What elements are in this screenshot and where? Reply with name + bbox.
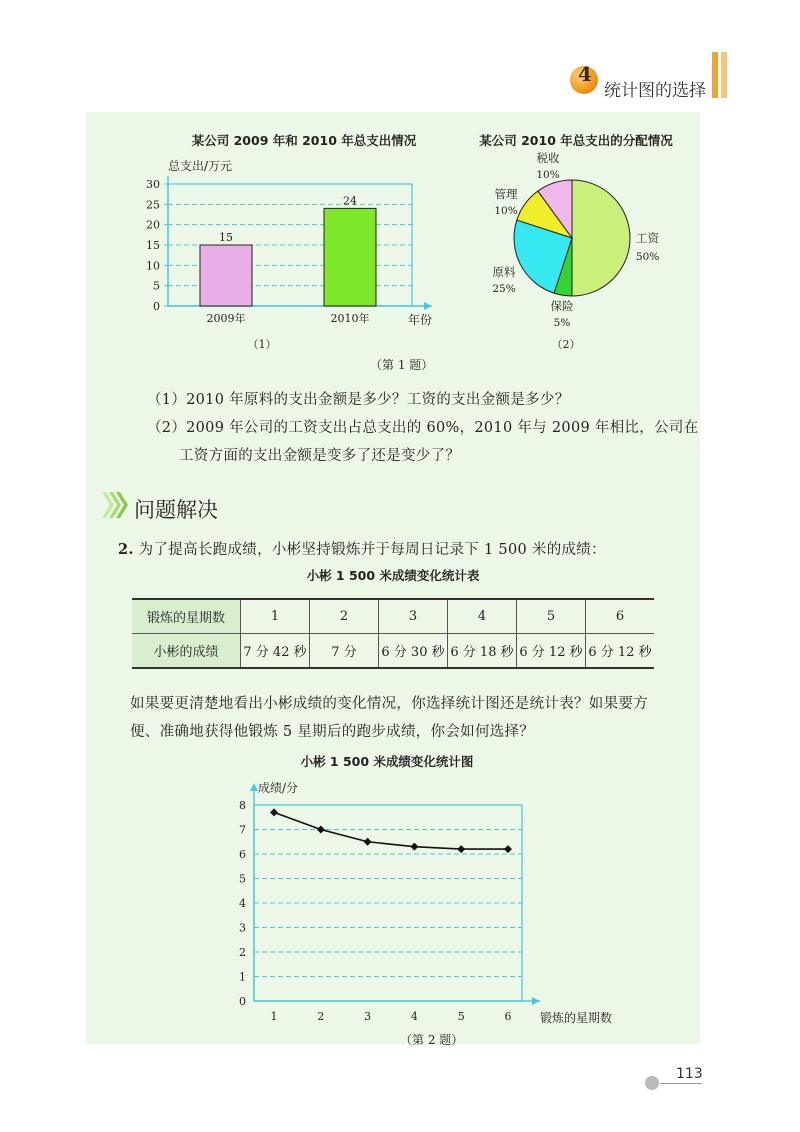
y-tick-label: 10 [146,259,160,273]
y-tick-label: 15 [146,239,160,252]
pie-chart-title: 某公司 2010 年总支出的分配情况 [479,133,673,148]
figure1-caption: （第 1 题） [370,358,434,372]
question-1: （1）2010 年原料的支出金额是多少？工资的支出金额是多少？ [147,392,570,408]
slice-percent-label: 10% [494,205,518,217]
table-row-header: 小彬的成绩 [132,634,241,669]
x-tick-label: 2009年 [206,312,246,325]
table-cell: 6 [586,599,655,634]
slice-label: 工资 [636,231,659,245]
bar-chart-title: 某公司 2009 年和 2010 年总支出情况 [191,133,417,148]
x-tick-label: 2 [317,1010,325,1023]
slice-label: 管理 [494,187,518,201]
table-row [132,634,654,669]
bar-chart-xlabel: 年份 [408,313,433,327]
table-cell: 2 [310,599,379,634]
figure2-caption: （第 2 题） [400,1033,464,1047]
question-2-line1: （2）2009 年公司的工资支出占总支出的 60%，2010 年与 2009 年相比，公司在 [147,420,699,436]
bar-chart-caption: （1） [247,338,277,351]
y-tick-label: 5 [239,872,246,886]
problem-2-text: 为了提高长跑成绩，小彬坚持锻炼并于每周日记录下 1 500 米的成绩： [138,542,606,558]
paragraph-line1: 如果要更清楚地看出小彬成绩的变化情况，你选择统计图还是统计表？如果要方 [130,696,648,712]
x-axis-arrow-icon [532,997,540,1005]
chapter-number: 4 [578,62,592,86]
data-point [364,838,372,846]
y-tick-label: 25 [146,198,160,212]
slice-label: 原料 [492,265,516,279]
bar-value-label: 24 [343,194,357,208]
table-row [132,599,654,634]
y-axis-arrow-icon [250,783,258,791]
y-tick-label: 8 [239,799,246,812]
table-cell: 3 [379,599,448,634]
chapter-title: 统计图的选择 [604,81,706,101]
table-cell: 5 [517,599,586,634]
slice-label: 税收 [536,151,560,165]
y-tick-label: 5 [153,279,160,293]
pie-chart [470,126,700,356]
bar-value-label: 15 [219,231,233,244]
pie-chart-caption: （2） [551,338,581,351]
table-cell: 6 分 18 秒 [448,634,517,669]
x-tick-label: 2010年 [330,312,370,325]
x-tick-label: 3 [364,1010,372,1023]
line-chart-title: 小彬 1 500 米成绩变化统计图 [300,754,474,769]
x-axis-arrow-icon [424,302,432,310]
page-rule [660,1083,702,1084]
question-2-line2: 工资方面的支出金额是变多了还是变少了？ [179,448,461,464]
slice-percent-label: 50% [636,251,660,263]
y-tick-label: 7 [239,823,246,837]
y-tick-label: 0 [153,300,160,313]
data-point [504,845,512,853]
score-table [132,598,654,669]
y-tick-label: 30 [146,178,160,191]
line-chart [220,750,640,1030]
header-decor-bar-light [721,52,727,98]
y-tick-label: 4 [239,897,246,910]
y-tick-label: 2 [239,946,246,959]
data-point [270,808,278,816]
section-title: 问题解决 [134,498,218,522]
table-title: 小彬 1 500 米成绩变化统计表 [306,568,480,583]
x-tick-label: 6 [504,1010,512,1023]
table-row-header: 锻炼的星期数 [132,599,241,634]
y-tick-label: 3 [239,921,246,935]
table-cell: 6 分 12 秒 [586,634,655,669]
table-cell: 1 [241,599,310,634]
problem-2-intro [118,538,606,559]
y-tick-label: 0 [239,995,246,1008]
page-dot-icon [645,1076,659,1090]
table-cell: 6 分 12 秒 [517,634,586,669]
chevron-arrows-icon [100,490,132,520]
line-chart-xlabel: 锻炼的星期数 [540,1011,613,1025]
slice-label: 保险 [550,299,574,313]
table-cell: 4 [448,599,517,634]
series-line [274,812,508,849]
y-tick-label: 20 [146,218,160,232]
x-tick-label: 5 [457,1010,465,1023]
bar-chart [140,126,450,356]
pie-slice [572,180,630,296]
bar [200,245,252,306]
chapter-header [570,62,710,102]
table-cell: 6 分 30 秒 [379,634,448,669]
y-tick-label: 1 [239,970,246,984]
paragraph-line2: 便、准确地获得他锻炼 5 星期后的跑步成绩，你会如何选择？ [130,724,535,740]
data-point [457,845,465,853]
header-decor-bar [712,52,718,98]
x-tick-label: 1 [270,1010,278,1023]
bar [324,208,376,306]
problem-number: 2. [118,541,134,558]
slice-percent-label: 5% [553,317,571,329]
bar-chart-ylabel: 总支出/万元 [168,159,233,173]
data-point [317,826,325,834]
line-chart-ylabel: 成绩/分 [258,781,299,795]
x-tick-label: 4 [410,1010,418,1023]
slice-percent-label: 25% [492,283,516,295]
table-cell: 7 分 42 秒 [241,634,310,669]
page-number: 113 [676,1066,703,1082]
data-point [410,843,418,851]
y-tick-label: 6 [239,848,246,861]
slice-percent-label: 10% [536,169,560,181]
table-cell: 7 分 [310,634,379,669]
